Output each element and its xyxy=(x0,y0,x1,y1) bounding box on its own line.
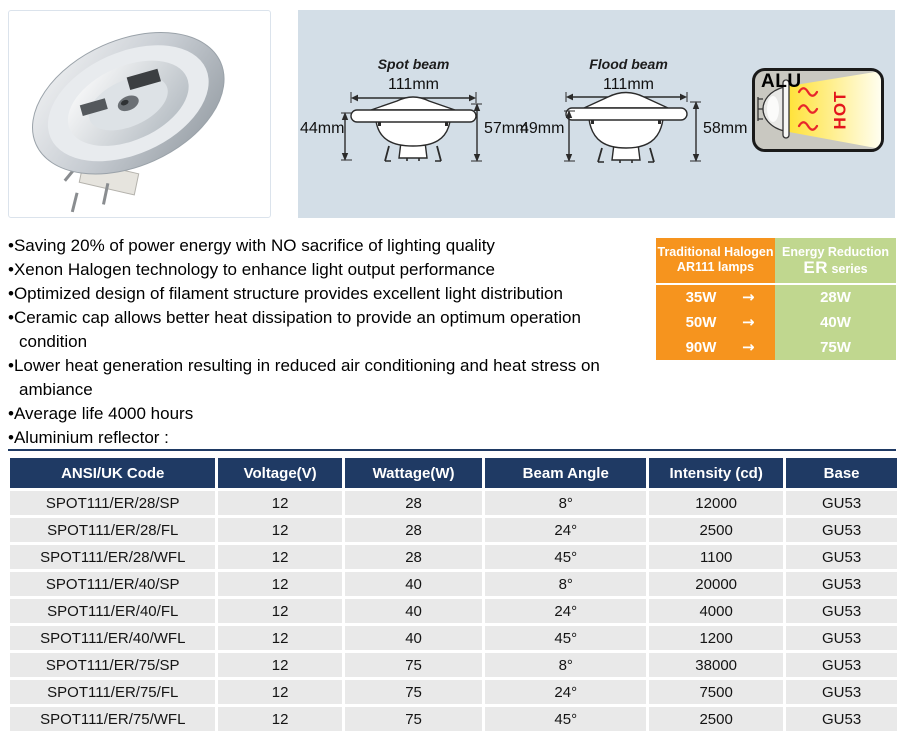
product-photo xyxy=(9,11,270,217)
alu-label: ALU xyxy=(761,71,802,92)
table-cell: 28 xyxy=(345,491,483,515)
spot-height-left-label: 44mm xyxy=(300,120,345,137)
er-column xyxy=(775,238,896,360)
traditional-row xyxy=(656,285,775,310)
table-cell: 8° xyxy=(485,491,646,515)
table-cell: 75 xyxy=(345,707,483,731)
table-row xyxy=(10,680,897,704)
table-cell: 8° xyxy=(485,572,646,596)
er-header xyxy=(775,238,896,285)
dimension-diagram-panel xyxy=(298,10,895,218)
er-row: 75W xyxy=(820,339,851,356)
table-row xyxy=(10,518,897,542)
table-cell: GU53 xyxy=(786,626,897,650)
flood-beam-width-label: 111mm xyxy=(603,76,654,93)
table-cell: GU53 xyxy=(786,599,897,623)
traditional-header-line1: Traditional Halogen xyxy=(657,245,774,259)
wattage-comparison-table xyxy=(656,238,896,360)
table-cell: 20000 xyxy=(649,572,783,596)
table-cell: 24° xyxy=(485,599,646,623)
table-cell: 40 xyxy=(345,599,483,623)
traditional-row xyxy=(656,335,775,360)
table-cell: 45° xyxy=(485,545,646,569)
table-cell: 12 xyxy=(218,572,341,596)
table-cell: GU53 xyxy=(786,653,897,677)
column-header: Voltage(V) xyxy=(218,458,341,488)
table-cell: 38000 xyxy=(649,653,783,677)
column-header: Base xyxy=(786,458,897,488)
table-cell: 40 xyxy=(345,572,483,596)
table-row xyxy=(10,707,897,731)
table-cell: 40 xyxy=(345,626,483,650)
feature-list xyxy=(8,234,653,450)
table-cell: 45° xyxy=(485,626,646,650)
table-cell: SPOT111/ER/75/WFL xyxy=(10,707,215,731)
table-cell: 75 xyxy=(345,653,483,677)
table-cell: 24° xyxy=(485,680,646,704)
table-row xyxy=(10,626,897,650)
product-photo-box xyxy=(8,10,271,218)
table-cell: SPOT111/ER/28/WFL xyxy=(10,545,215,569)
table-cell: 28 xyxy=(345,518,483,542)
right-arrow-icon: → xyxy=(742,338,755,356)
table-cell: 12 xyxy=(218,707,341,731)
traditional-row xyxy=(656,310,775,335)
feature-item: • Ceramic cap allows better heat dissipation to provide an optimum operation condition xyxy=(8,306,653,354)
spec-table-header-row xyxy=(10,458,897,488)
feature-item: • Lower heat generation resulting in reduced air conditioning and heat stress on ambiance xyxy=(8,354,653,402)
table-cell: SPOT111/ER/75/FL xyxy=(10,680,215,704)
table-row xyxy=(10,545,897,569)
table-row xyxy=(10,599,897,623)
column-header: Wattage(W) xyxy=(345,458,483,488)
right-arrow-icon: → xyxy=(742,313,755,331)
table-row xyxy=(10,491,897,515)
table-cell: 12 xyxy=(218,599,341,623)
traditional-wattage: 50W xyxy=(685,314,717,331)
feature-item: • Aluminium reflector : xyxy=(8,426,653,450)
flood-beam-title: Flood beam xyxy=(589,56,668,72)
er-row: 28W xyxy=(820,289,851,306)
table-cell: 12 xyxy=(218,518,341,542)
table-cell: GU53 xyxy=(786,518,897,542)
traditional-column xyxy=(656,238,775,360)
column-header: Intensity (cd) xyxy=(649,458,783,488)
table-cell: 45° xyxy=(485,707,646,731)
table-cell: GU53 xyxy=(786,572,897,596)
series-label: series xyxy=(828,262,868,276)
table-cell: 12 xyxy=(218,491,341,515)
flood-height-left-label: 49mm xyxy=(520,120,565,137)
table-cell: 1100 xyxy=(649,545,783,569)
table-row xyxy=(10,653,897,677)
table-cell: 8° xyxy=(485,653,646,677)
hot-label: HOT xyxy=(830,90,850,130)
table-cell: GU53 xyxy=(786,491,897,515)
table-row xyxy=(10,572,897,596)
table-cell: SPOT111/ER/40/FL xyxy=(10,599,215,623)
spec-table-body xyxy=(10,491,897,731)
er-rows xyxy=(775,285,896,360)
table-cell: 12 xyxy=(218,653,341,677)
table-cell: 1200 xyxy=(649,626,783,650)
table-cell: 12 xyxy=(218,680,341,704)
er-series-label: ER xyxy=(803,258,828,277)
spot-height-right-label: 57mm xyxy=(484,120,529,137)
table-cell: 7500 xyxy=(649,680,783,704)
table-cell: SPOT111/ER/40/WFL xyxy=(10,626,215,650)
feature-item: • Saving 20% of power energy with NO sacrifice of lighting quality xyxy=(8,234,653,258)
er-header-line2 xyxy=(775,260,896,277)
er-header-line1: Energy Reduction xyxy=(782,245,889,259)
feature-item: • Average life 4000 hours xyxy=(8,402,653,426)
table-cell: 12000 xyxy=(649,491,783,515)
table-cell: SPOT111/ER/75/SP xyxy=(10,653,215,677)
traditional-wattage: 90W xyxy=(685,339,717,356)
table-cell: 12 xyxy=(218,626,341,650)
table-cell: GU53 xyxy=(786,707,897,731)
flood-height-right-label: 58mm xyxy=(703,120,748,137)
traditional-header-line2: AR111 lamps xyxy=(676,260,755,274)
traditional-wattage: 35W xyxy=(685,289,717,306)
er-row: 40W xyxy=(820,314,851,331)
column-header: ANSI/UK Code xyxy=(10,458,215,488)
table-cell: 4000 xyxy=(649,599,783,623)
table-cell: 12 xyxy=(218,545,341,569)
table-top-rule xyxy=(8,449,896,451)
table-cell: 75 xyxy=(345,680,483,704)
feature-item: • Optimized design of filament structure provides excellent light distribution xyxy=(8,282,653,306)
table-cell: 2500 xyxy=(649,518,783,542)
table-cell: SPOT111/ER/28/SP xyxy=(10,491,215,515)
table-cell: 28 xyxy=(345,545,483,569)
alu-hot-badge xyxy=(752,68,884,152)
table-cell: SPOT111/ER/28/FL xyxy=(10,518,215,542)
column-header: Beam Angle xyxy=(485,458,646,488)
spot-beam-width-label: 111mm xyxy=(388,76,439,93)
table-cell: 24° xyxy=(485,518,646,542)
table-cell: 2500 xyxy=(649,707,783,731)
traditional-rows xyxy=(656,285,775,360)
spec-table xyxy=(7,455,900,733)
right-arrow-icon: → xyxy=(742,288,755,306)
table-cell: SPOT111/ER/40/SP xyxy=(10,572,215,596)
table-cell: GU53 xyxy=(786,680,897,704)
traditional-header xyxy=(656,238,775,285)
spot-beam-title: Spot beam xyxy=(377,56,450,72)
feature-item: • Xenon Halogen technology to enhance light output performance xyxy=(8,258,653,282)
table-cell: GU53 xyxy=(786,545,897,569)
